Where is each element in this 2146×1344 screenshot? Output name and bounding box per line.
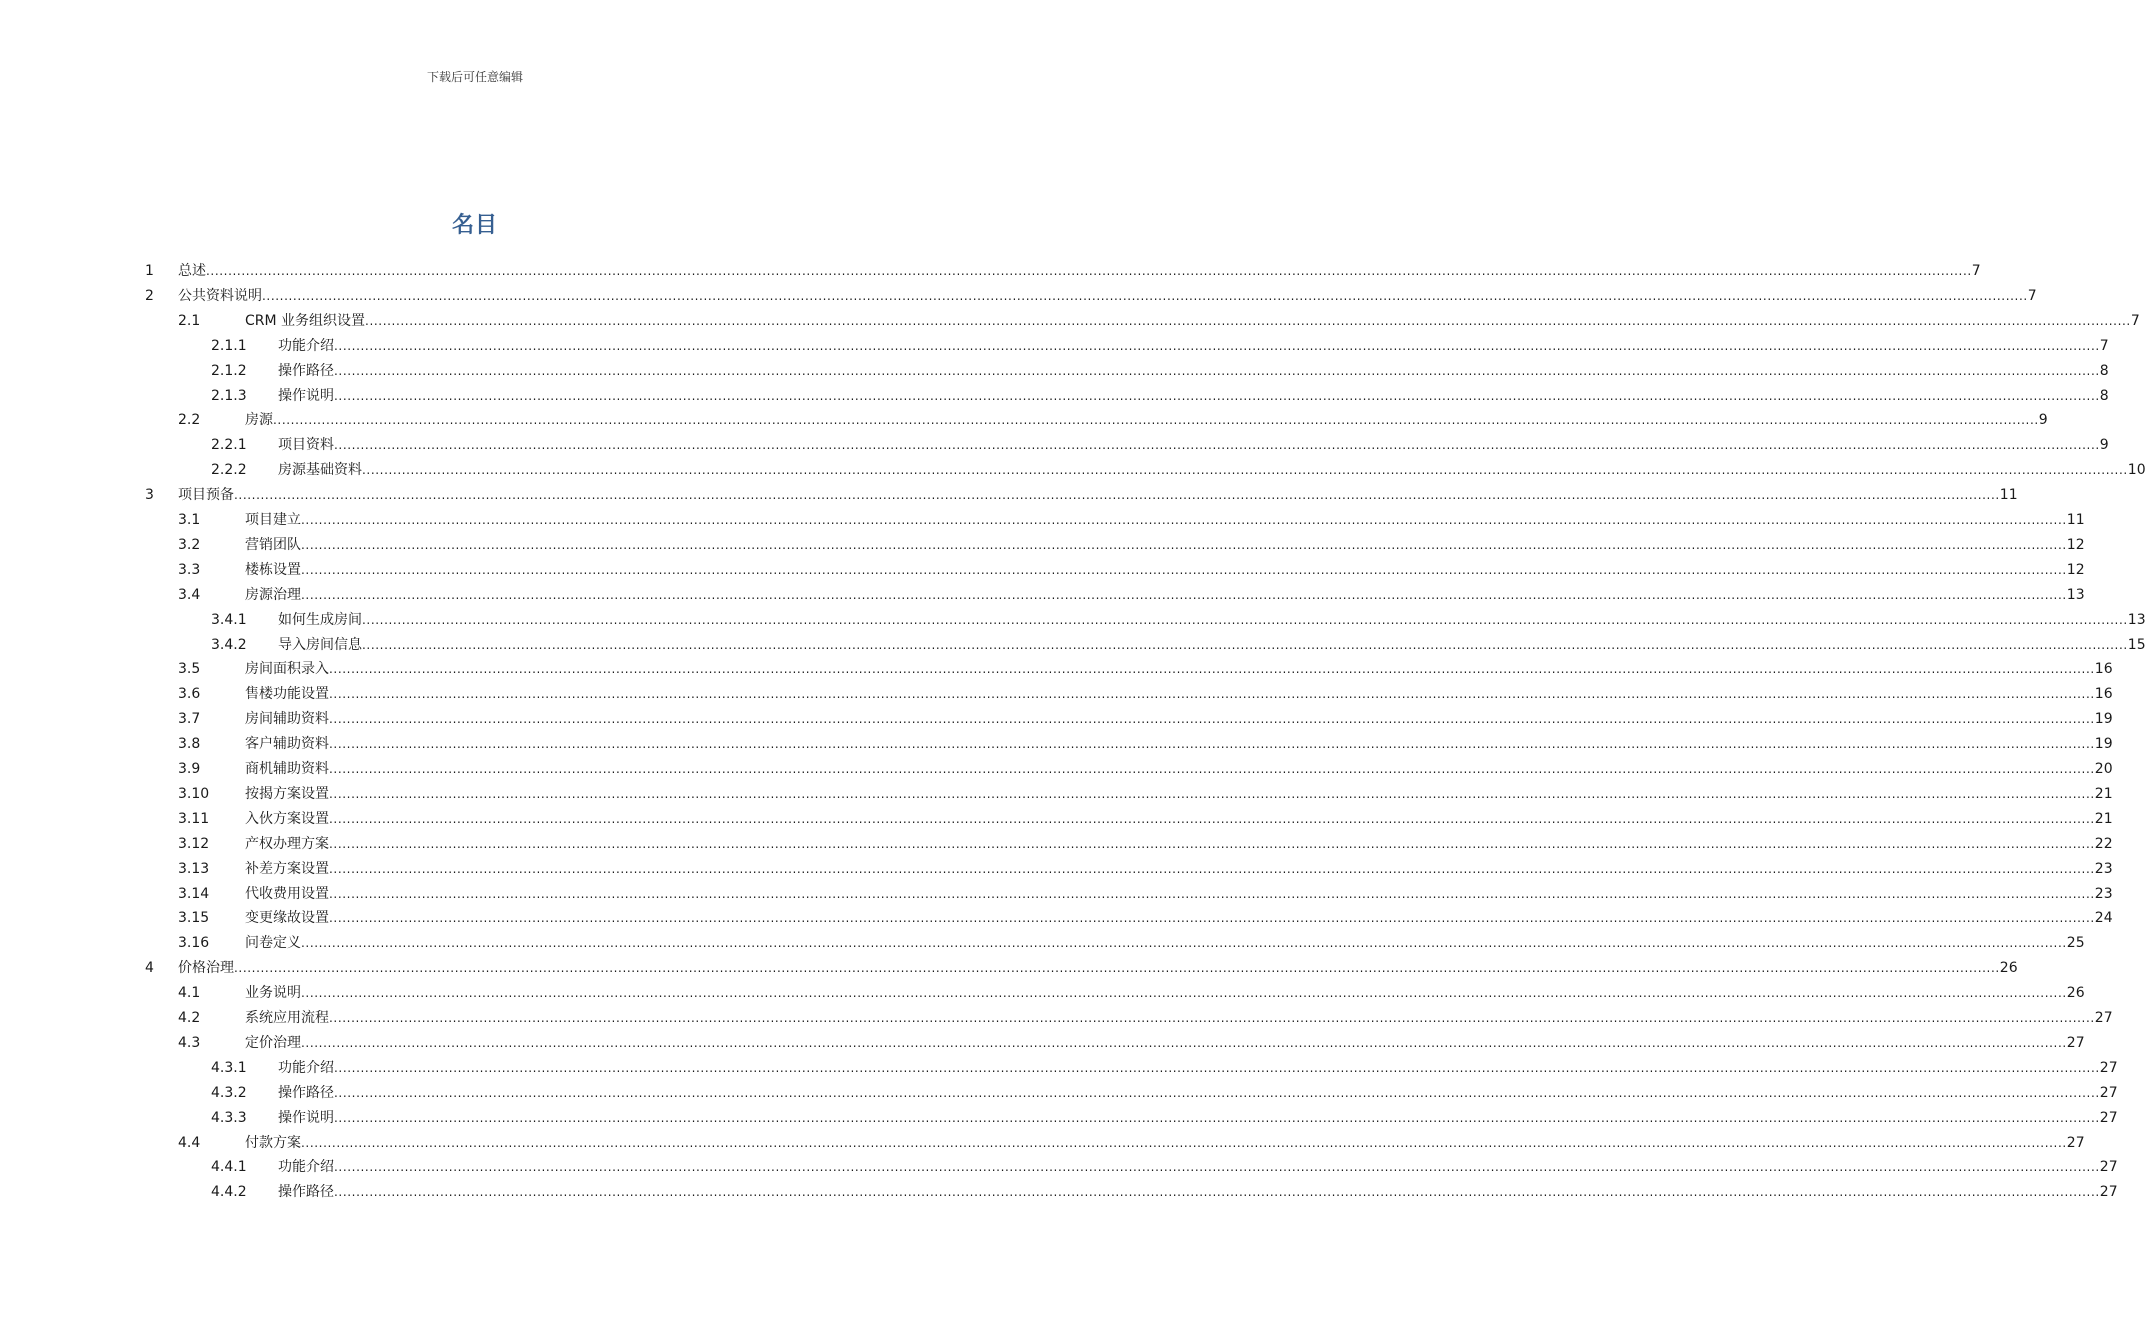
- toc-entry-title: 导入房间信息: [278, 636, 362, 653]
- toc-entry-title: 客户辅助资料: [245, 736, 329, 753]
- toc-leader-dots: ................................................................................................................................................................................................................................................................................................................................................................................................................: [329, 737, 2095, 752]
- toc-entry-number: 3.4.1: [211, 611, 247, 628]
- toc-entry-number: 4.3: [178, 1034, 201, 1051]
- toc-leader-dots: ................................................................................................................................................................................................................................................................................................................................................................................................................: [329, 861, 2095, 876]
- toc-entry[interactable]: [0, 808, 2113, 830]
- toc-entry-page-number: 8: [2099, 362, 2109, 379]
- toc-leader-dots: ................................................................................................................................................................................................................................................................................................................................................................................................................: [234, 961, 2000, 976]
- toc-entry-page-number: 7: [1971, 263, 1981, 279]
- toc-entry-title: 总述: [178, 263, 206, 279]
- toc-entry[interactable]: [0, 285, 2037, 307]
- toc-entry-page-number: 26: [2066, 985, 2085, 1002]
- toc-leader-dots: ................................................................................................................................................................................................................................................................................................................................................................................................................: [329, 762, 2095, 776]
- toc-entry-title: 业务说明: [245, 985, 301, 1002]
- toc-title: 名目: [451, 213, 498, 238]
- toc-entry-page-number: 12: [2066, 561, 2085, 578]
- toc-entry-number: 4.3.2: [211, 1084, 247, 1101]
- toc-entry-title: 项目建立: [245, 512, 301, 528]
- toc-entry-number: 3.4.2: [211, 636, 247, 653]
- toc-entry-number: 4.3.3: [211, 1109, 247, 1126]
- toc-leader-dots: ................................................................................................................................................................................................................................................................................................................................................................................................................: [334, 1060, 2100, 1075]
- toc-entry-page-number: 19: [2094, 711, 2113, 728]
- toc-entry-number: 3.14: [178, 885, 210, 902]
- toc-entry-title: 房间辅助资料: [245, 711, 329, 728]
- toc-entry-page-number: 16: [2094, 686, 2113, 703]
- toc-entry-number: 3.4: [178, 586, 201, 603]
- toc-leader-dots: ................................................................................................................................................................................................................................................................................................................................................................................................................: [301, 513, 2067, 527]
- toc-leader-dots: ................................................................................................................................................................................................................................................................................................................................................................................................................: [362, 612, 2128, 627]
- toc-entry-number: 3.16: [178, 935, 210, 952]
- toc-entry-page-number: 27: [2099, 1184, 2118, 1201]
- toc-entry-title: 商机辅助资料: [245, 761, 329, 777]
- toc-entry-title: 项目预备: [178, 487, 234, 504]
- toc-entry-title: 操作说明: [278, 1109, 334, 1126]
- toc-entry-page-number: 22: [2094, 835, 2113, 852]
- toc-entry-page-number: 8: [2099, 387, 2109, 404]
- toc-entry-number: 2.1: [178, 312, 201, 329]
- toc-leader-dots: ................................................................................................................................................................................................................................................................................................................................................................................................................: [329, 911, 2095, 926]
- toc-entry-page-number: 9: [2038, 412, 2048, 429]
- toc-entry-number: 1: [145, 263, 154, 279]
- toc-entry-number: 4.3.1: [211, 1059, 247, 1076]
- toc-entry[interactable]: [0, 683, 2113, 705]
- toc-entry[interactable]: [0, 957, 2018, 979]
- toc-entry[interactable]: [0, 434, 2109, 456]
- toc-leader-dots: ................................................................................................................................................................................................................................................................................................................................................................................................................: [301, 1035, 2067, 1050]
- toc-entry-title: 公共资料说明: [178, 287, 262, 304]
- toc-leader-dots: ................................................................................................................................................................................................................................................................................................................................................................................................................: [362, 637, 2128, 652]
- toc-entry-page-number: 9: [2099, 437, 2109, 454]
- toc-leader-dots: ................................................................................................................................................................................................................................................................................................................................................................................................................: [334, 338, 2100, 353]
- toc-entry-title: 售楼功能设置: [245, 686, 329, 703]
- toc-entry[interactable]: [0, 1007, 2113, 1029]
- toc-entry[interactable]: [0, 982, 2085, 1004]
- toc-entry-page-number: 7: [2130, 312, 2140, 329]
- toc-leader-dots: ................................................................................................................................................................................................................................................................................................................................................................................................................: [329, 886, 2095, 901]
- toc-entry[interactable]: [0, 609, 2146, 631]
- toc-entry-number: 3.5: [178, 661, 201, 678]
- toc-leader-dots: ................................................................................................................................................................................................................................................................................................................................................................................................................: [329, 662, 2095, 677]
- toc-entry-number: 2.2.1: [211, 437, 247, 454]
- toc-entry-page-number: 16: [2094, 661, 2113, 678]
- toc-entry-number: 3.9: [178, 761, 201, 777]
- toc-leader-dots: ................................................................................................................................................................................................................................................................................................................................................................................................................: [301, 1135, 2067, 1150]
- toc-entry-title: 项目资料: [278, 437, 334, 454]
- toc-entry[interactable]: [0, 1082, 2118, 1104]
- toc-entry-number: 3.1: [178, 512, 201, 528]
- toc-leader-dots: ................................................................................................................................................................................................................................................................................................................................................................................................................: [329, 786, 2095, 801]
- toc-leader-dots: ................................................................................................................................................................................................................................................................................................................................................................................................................: [334, 438, 2100, 453]
- toc-entry-number: 3.15: [178, 910, 210, 927]
- toc-entry[interactable]: [0, 360, 2109, 382]
- toc-entry-number: 2.2.2: [211, 462, 247, 479]
- toc-entry-page-number: 10: [2127, 462, 2146, 479]
- toc-entry[interactable]: [0, 1032, 2085, 1054]
- toc-entry-title: 问卷定义: [245, 935, 301, 952]
- toc-entry[interactable]: [0, 310, 2140, 332]
- toc-leader-dots: ................................................................................................................................................................................................................................................................................................................................................................................................................: [329, 1011, 2095, 1025]
- toc-entry-title: 入伙方案设置: [245, 810, 329, 827]
- toc-entry-title: 补差方案设置: [245, 860, 329, 877]
- toc-entry-title: 付款方案: [245, 1134, 301, 1151]
- toc-entry[interactable]: [0, 1107, 2118, 1129]
- toc-entry[interactable]: [0, 509, 2085, 531]
- toc-entry-title: 功能介绍: [278, 1059, 334, 1076]
- toc-entry-title: 房源: [245, 412, 273, 429]
- toc-leader-dots: ................................................................................................................................................................................................................................................................................................................................................................................................................: [365, 313, 2131, 328]
- toc-entry[interactable]: [0, 907, 2113, 929]
- toc-entry-page-number: 7: [2099, 337, 2109, 354]
- toc-entry-number: 3.3: [178, 561, 201, 578]
- toc-entry-title: 楼栋设置: [245, 561, 301, 578]
- toc-leader-dots: ................................................................................................................................................................................................................................................................................................................................................................................................................: [334, 1110, 2100, 1125]
- toc-leader-dots: ................................................................................................................................................................................................................................................................................................................................................................................................................: [301, 986, 2067, 1001]
- toc-leader-dots: ................................................................................................................................................................................................................................................................................................................................................................................................................: [206, 264, 1972, 278]
- toc-entry-title: 功能介绍: [278, 337, 334, 354]
- toc-entry[interactable]: [0, 1181, 2118, 1203]
- toc-entry[interactable]: [0, 658, 2113, 680]
- toc-entry-number: 2: [145, 287, 154, 304]
- toc-entry-title: 代收费用设置: [245, 885, 329, 902]
- toc-leader-dots: ................................................................................................................................................................................................................................................................................................................................................................................................................: [262, 288, 2028, 303]
- toc-entry-page-number: 27: [2099, 1084, 2118, 1101]
- toc-entry-page-number: 21: [2094, 785, 2113, 802]
- toc-entry[interactable]: [0, 708, 2113, 730]
- toc-entry-title: 系统应用流程: [245, 1010, 329, 1026]
- toc-entry-title: 价格治理: [178, 960, 234, 977]
- toc-entry-page-number: 23: [2094, 885, 2113, 902]
- toc-entry[interactable]: [0, 260, 1981, 282]
- toc-entry-page-number: 15: [2127, 636, 2146, 653]
- toc-entry[interactable]: [0, 783, 2113, 805]
- toc-entry[interactable]: [0, 858, 2113, 880]
- toc-entry-page-number: 12: [2066, 536, 2085, 553]
- toc-entry-title: 房源治理: [245, 586, 301, 603]
- toc-entry-number: 4.1: [178, 985, 201, 1002]
- toc-entry-number: 2.2: [178, 412, 201, 429]
- toc-entry[interactable]: [0, 1057, 2118, 1079]
- toc-entry-page-number: 27: [2099, 1109, 2118, 1126]
- toc-entry[interactable]: [0, 833, 2113, 855]
- toc-entry[interactable]: [0, 385, 2109, 407]
- toc-entry-page-number: 13: [2127, 611, 2146, 628]
- toc-entry-number: 3.12: [178, 835, 210, 852]
- toc-entry-number: 4.4.2: [211, 1184, 247, 1201]
- toc-leader-dots: ................................................................................................................................................................................................................................................................................................................................................................................................................: [329, 712, 2095, 727]
- toc-entry-title: 操作说明: [278, 387, 334, 404]
- toc-entry[interactable]: [0, 883, 2113, 905]
- toc-leader-dots: ................................................................................................................................................................................................................................................................................................................................................................................................................: [301, 587, 2067, 602]
- toc-entry[interactable]: [0, 534, 2085, 556]
- toc-entry-page-number: 11: [1999, 487, 2018, 504]
- toc-entry-number: 3.10: [178, 785, 210, 802]
- toc-entry-page-number: 23: [2094, 860, 2113, 877]
- toc-entry-number: 3: [145, 487, 154, 504]
- toc-entry-number: 4.2: [178, 1010, 201, 1026]
- toc-entry[interactable]: [0, 634, 2146, 656]
- toc-entry-page-number: 13: [2066, 586, 2085, 603]
- toc-entry-title: 操作路径: [278, 1084, 334, 1101]
- toc-entry-page-number: 11: [2066, 512, 2085, 528]
- toc-entry[interactable]: [0, 409, 2048, 431]
- toc-leader-dots: ................................................................................................................................................................................................................................................................................................................................................................................................................: [329, 836, 2095, 851]
- toc-entry-page-number: 7: [2027, 287, 2037, 304]
- toc-entry[interactable]: [0, 1156, 2118, 1178]
- toc-entry[interactable]: [0, 459, 2146, 481]
- toc-entry-page-number: 27: [2066, 1034, 2085, 1051]
- toc-entry-title: 功能介绍: [278, 1159, 334, 1176]
- toc-entry-number: 4.4.1: [211, 1159, 247, 1176]
- toc-leader-dots: ................................................................................................................................................................................................................................................................................................................................................................................................................: [334, 388, 2100, 403]
- toc-entry-page-number: 27: [2099, 1059, 2118, 1076]
- toc-entry-title: 操作路径: [278, 1184, 334, 1201]
- toc-entry-title: CRM 业务组织设置: [245, 312, 366, 329]
- toc-entry-page-number: 27: [2094, 1010, 2113, 1026]
- toc-leader-dots: ................................................................................................................................................................................................................................................................................................................................................................................................................: [329, 687, 2095, 702]
- toc-leader-dots: ................................................................................................................................................................................................................................................................................................................................................................................................................: [301, 936, 2067, 951]
- toc-entry-number: 2.1.2: [211, 362, 247, 379]
- toc-entry-page-number: 24: [2094, 910, 2113, 927]
- toc-entry-page-number: 26: [1999, 960, 2018, 977]
- toc-entry-number: 3.13: [178, 860, 210, 877]
- toc-entry[interactable]: [0, 484, 2018, 506]
- toc-entry-title: 定价治理: [245, 1034, 301, 1051]
- toc-entry-title: 房源基础资料: [278, 462, 362, 479]
- toc-leader-dots: ................................................................................................................................................................................................................................................................................................................................................................................................................: [234, 488, 2000, 503]
- toc-entry-page-number: 20: [2094, 761, 2113, 777]
- toc-entry[interactable]: [0, 559, 2085, 581]
- toc-entry-number: 3.7: [178, 711, 201, 728]
- toc-entry[interactable]: [0, 335, 2109, 357]
- toc-entry-title: 产权办理方案: [245, 835, 329, 852]
- toc-entry-number: 3.2: [178, 536, 201, 553]
- toc-entry[interactable]: [0, 932, 2085, 954]
- toc-entry-number: 4: [145, 960, 154, 977]
- toc-leader-dots: ................................................................................................................................................................................................................................................................................................................................................................................................................: [301, 537, 2067, 552]
- toc-entry[interactable]: [0, 733, 2113, 755]
- toc-entry-page-number: 21: [2094, 810, 2113, 827]
- toc-entry[interactable]: [0, 584, 2085, 606]
- page-header: 下载后可任意编辑: [426, 70, 523, 84]
- toc-entry-number: 3.11: [178, 810, 210, 827]
- toc-leader-dots: ................................................................................................................................................................................................................................................................................................................................................................................................................: [334, 1085, 2100, 1100]
- toc-entry-title: 操作路径: [278, 362, 334, 379]
- toc-entry[interactable]: [0, 1132, 2085, 1154]
- toc-entry-title: 营销团队: [245, 536, 301, 553]
- toc-entry-title: 变更缘故设置: [245, 910, 329, 927]
- toc-entry-number: 4.4: [178, 1134, 201, 1151]
- toc-leader-dots: ................................................................................................................................................................................................................................................................................................................................................................................................................: [329, 811, 2095, 826]
- toc-entry-page-number: 27: [2099, 1159, 2118, 1176]
- toc-leader-dots: ................................................................................................................................................................................................................................................................................................................................................................................................................: [334, 1185, 2100, 1200]
- toc-entry[interactable]: [0, 758, 2113, 780]
- toc-entry-page-number: 25: [2066, 935, 2085, 952]
- toc-leader-dots: ................................................................................................................................................................................................................................................................................................................................................................................................................: [301, 562, 2067, 577]
- toc-entry-title: 按揭方案设置: [245, 785, 329, 802]
- toc-entry-number: 3.8: [178, 736, 201, 753]
- toc-entry-number: 2.1.3: [211, 387, 247, 404]
- toc-leader-dots: ................................................................................................................................................................................................................................................................................................................................................................................................................: [273, 413, 2039, 428]
- toc-entry-title: 房间面积录入: [245, 661, 329, 678]
- toc-leader-dots: ................................................................................................................................................................................................................................................................................................................................................................................................................: [334, 363, 2100, 378]
- toc-entry-number: 2.1.1: [211, 337, 247, 354]
- toc-entry-number: 3.6: [178, 686, 201, 703]
- toc-leader-dots: ................................................................................................................................................................................................................................................................................................................................................................................................................: [334, 1160, 2100, 1175]
- toc-entry-page-number: 27: [2066, 1134, 2085, 1151]
- toc-entry-page-number: 19: [2094, 736, 2113, 753]
- toc-leader-dots: ................................................................................................................................................................................................................................................................................................................................................................................................................: [362, 463, 2128, 478]
- toc-entry-title: 如何生成房间: [278, 611, 362, 628]
